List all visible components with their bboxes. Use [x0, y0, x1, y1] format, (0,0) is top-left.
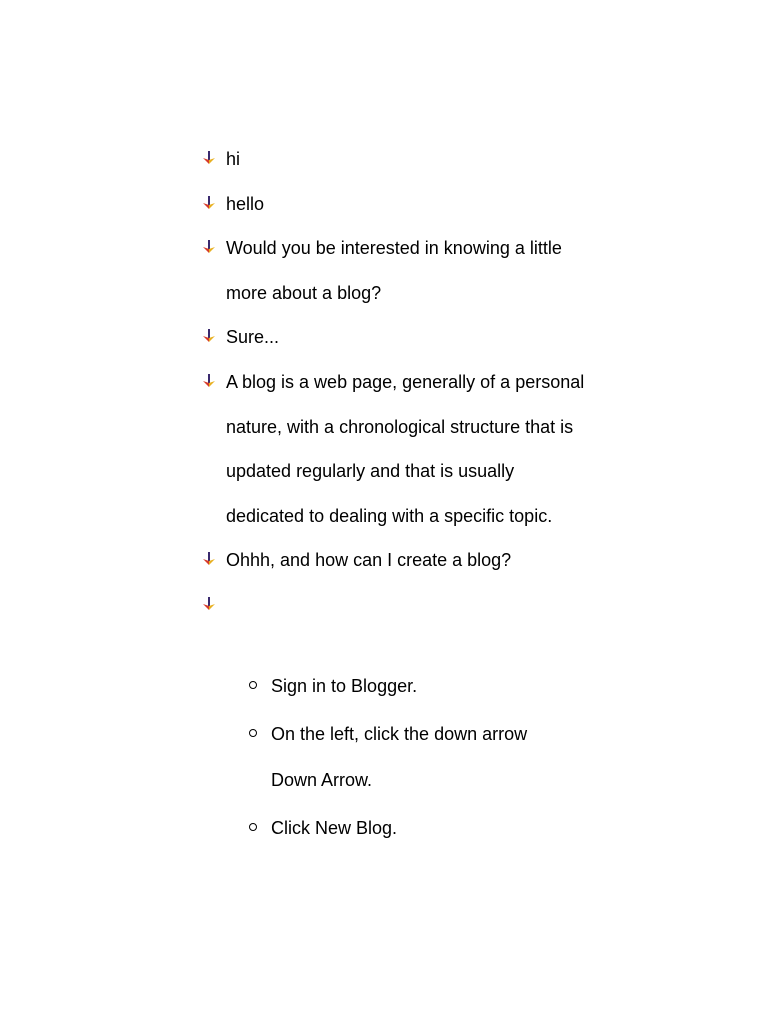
list-item-text: hello — [226, 193, 265, 214]
bullet-list — [200, 137, 600, 628]
list-item — [200, 315, 600, 360]
arrow-bullet-icon — [202, 552, 216, 566]
circle-bullet-icon — [249, 823, 257, 831]
list-item-text: Ohhh, and how can I create a blog? — [226, 550, 512, 571]
list-item — [200, 538, 600, 583]
step-text: Click New Blog. — [271, 818, 398, 838]
steps-list — [246, 663, 566, 851]
list-item — [200, 226, 600, 315]
list-item — [200, 583, 600, 628]
circle-bullet-icon — [249, 681, 257, 689]
list-item — [200, 137, 600, 182]
list-item-text: Would you be interested in knowing a little more about a blog? — [226, 238, 562, 303]
list-item — [200, 360, 600, 538]
arrow-bullet-icon — [202, 196, 216, 210]
list-item — [200, 182, 600, 227]
list-item-text: Sure... — [226, 327, 280, 348]
arrow-bullet-icon — [202, 240, 216, 254]
arrow-bullet-icon — [202, 329, 216, 343]
step-item — [246, 711, 566, 803]
step-text: Sign in to Blogger. — [271, 676, 418, 696]
arrow-bullet-icon — [202, 597, 216, 611]
step-item — [246, 805, 566, 851]
arrow-bullet-icon — [202, 151, 216, 165]
arrow-bullet-icon — [202, 374, 216, 388]
step-item — [246, 663, 566, 709]
list-item-text: hi — [226, 149, 241, 169]
step-text: On the left, click the down arrow Down Arrow. — [271, 724, 528, 790]
circle-bullet-icon — [249, 729, 257, 737]
list-item-text: A blog is a web page, generally of a personal nature, with a chronological structure that is updated regularly and that is usually dedicated to dealing with a specific topic. — [226, 371, 585, 526]
